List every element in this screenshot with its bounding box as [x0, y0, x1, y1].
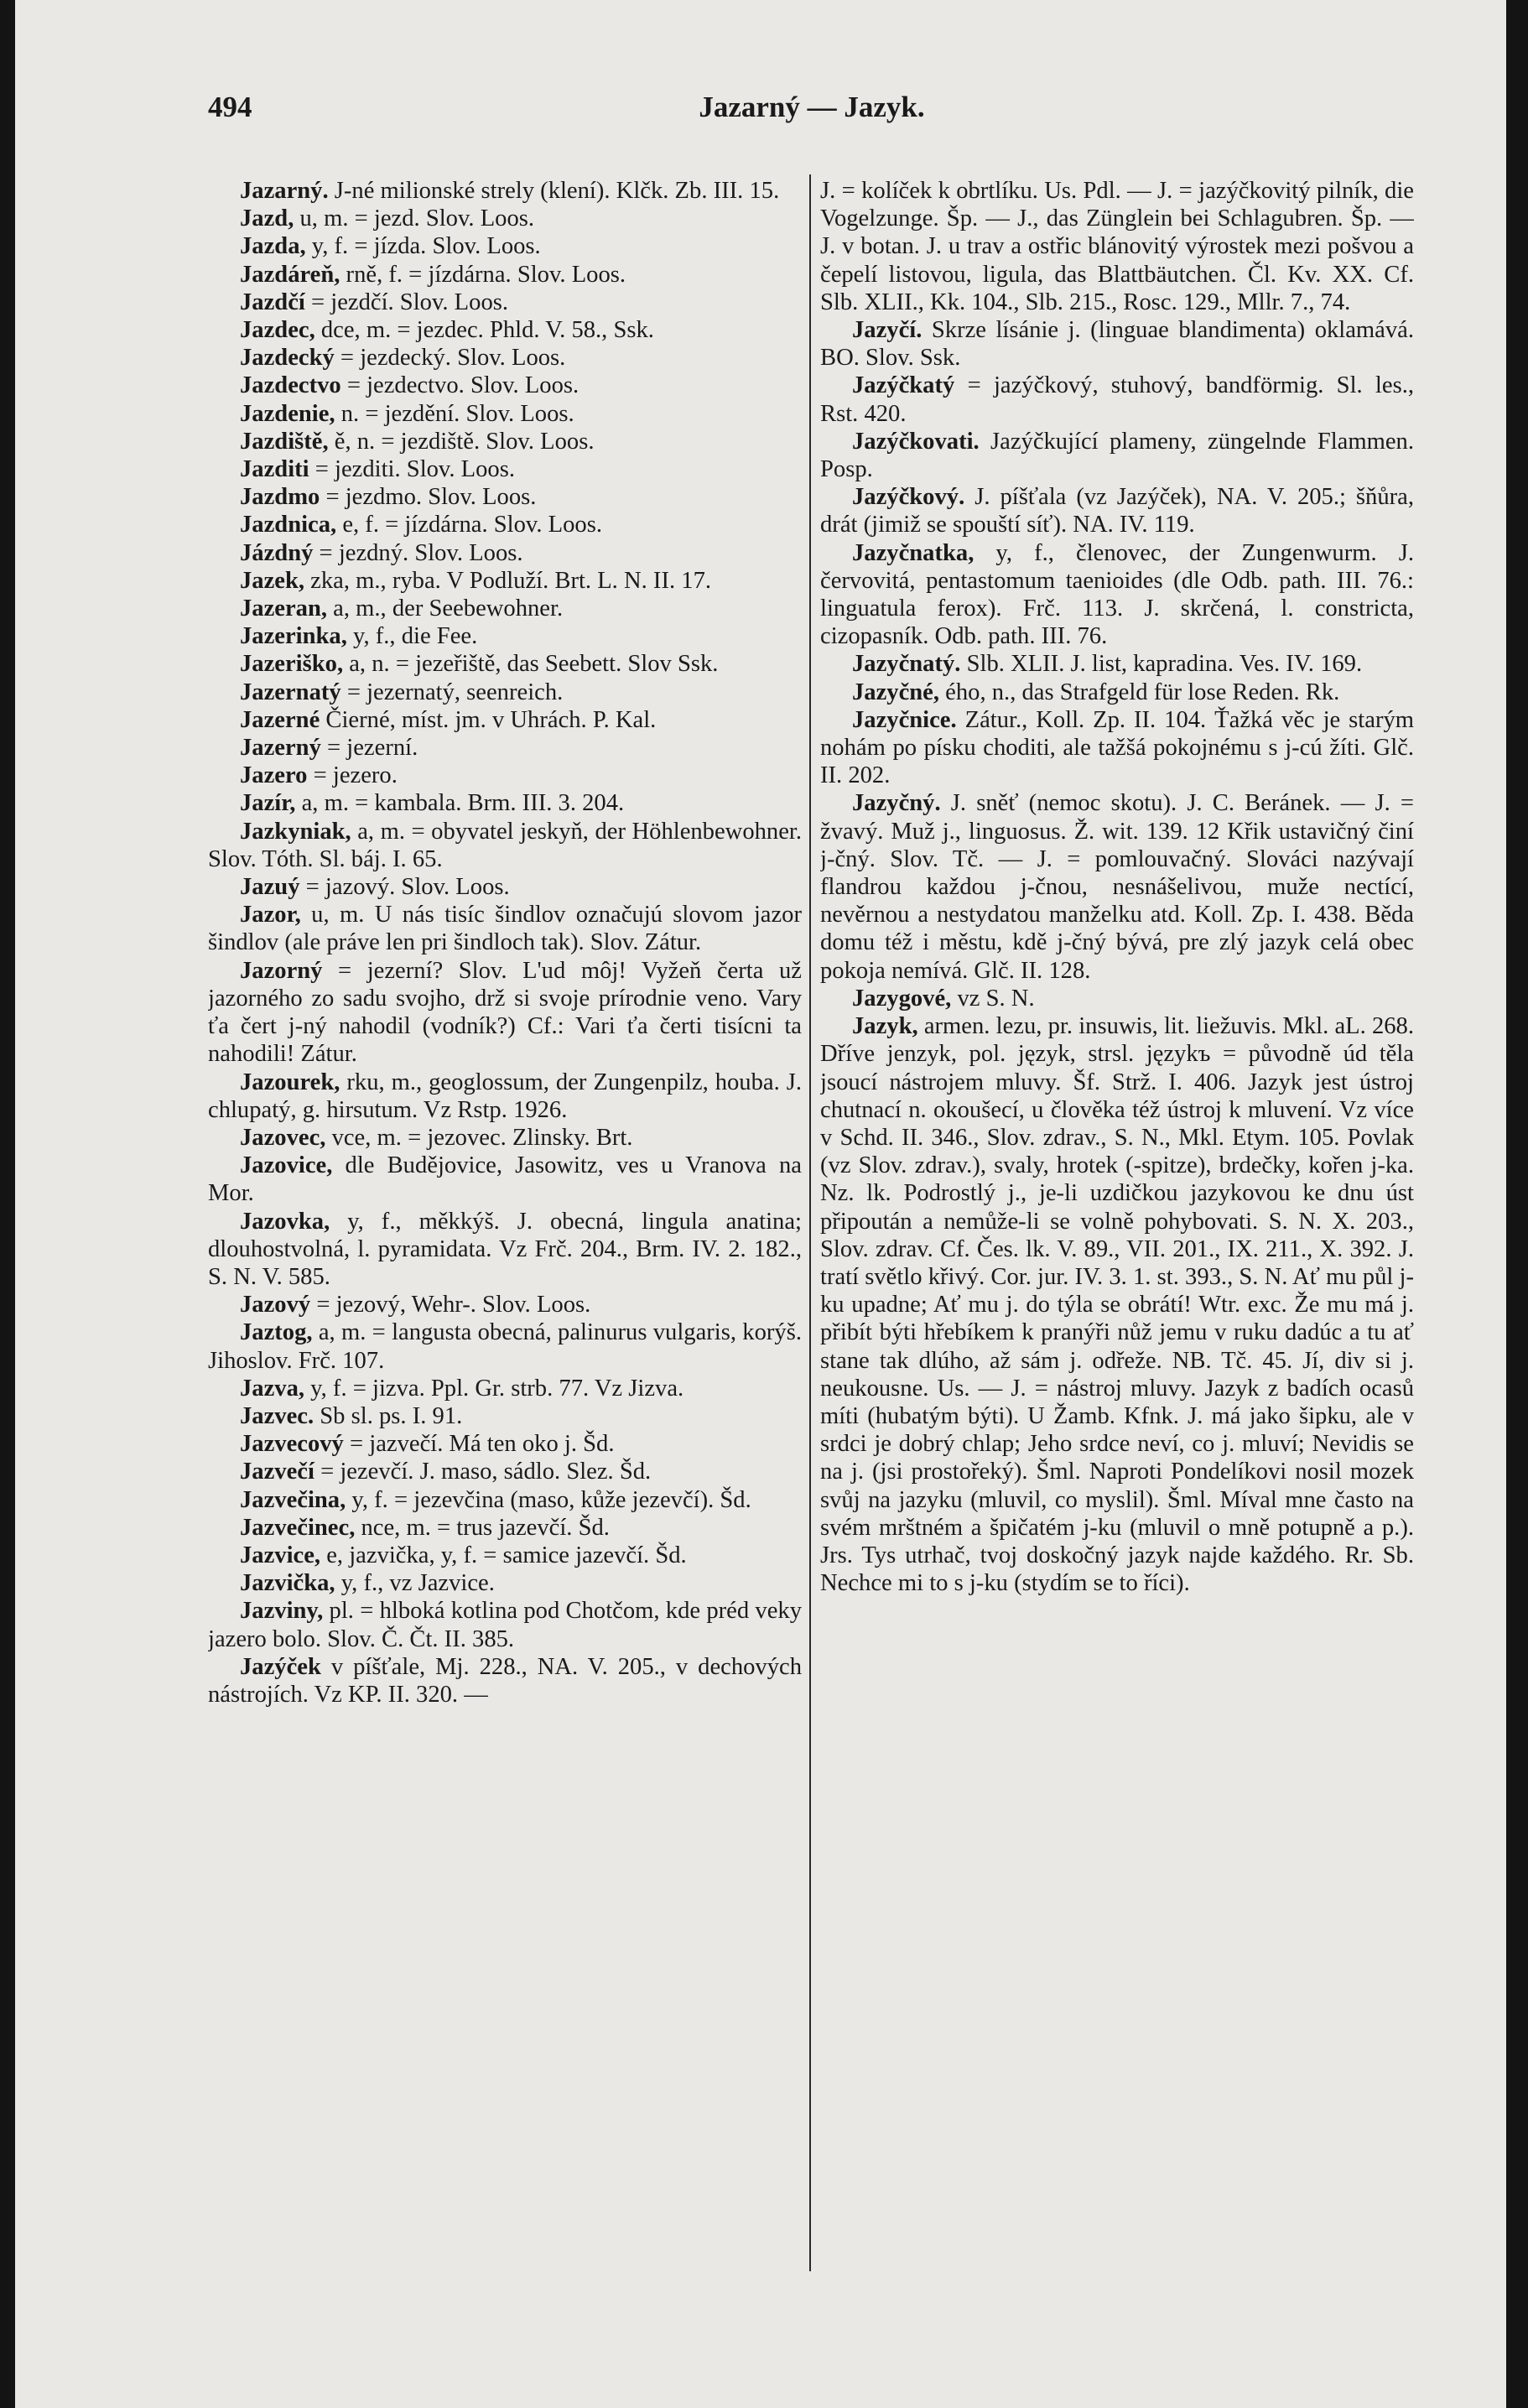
- entry-headword: Jazdecký: [240, 345, 335, 372]
- entry-definition: = jazový. Slov. Loos.: [299, 874, 510, 901]
- entry-headword: Jazýčkatý: [852, 372, 955, 399]
- entry-definition: Slb. XLII. J. list, kapradina. Ves. IV. 169.: [960, 651, 1363, 678]
- dictionary-entry: [820, 1012, 1414, 1597]
- dictionary-entry: [208, 706, 802, 734]
- dictionary-entry: [208, 622, 802, 650]
- entry-headword: Jazový: [240, 1292, 311, 1318]
- entry-headword: Jazyk,: [852, 1013, 918, 1040]
- entry-headword: Jazdčí: [240, 289, 305, 315]
- entry-headword: Jazda,: [240, 233, 306, 260]
- dictionary-entry: [208, 1291, 802, 1318]
- dictionary-entry: [208, 1124, 802, 1152]
- entry-definition: = jazýčkový, stuhový, bandförmig. Sl. les., Rst. 420.: [820, 372, 1414, 427]
- dictionary-entry: [208, 539, 802, 567]
- entry-definition: = jezerní.: [320, 735, 418, 762]
- dictionary-entry: [820, 539, 1414, 651]
- entry-definition: Zátur., Koll. Zp. II. 104. Ťažká věc je starým nohám po písku choditi, ale tažšá pokojnému s j-cú žíti. Glč. II. 202.: [820, 706, 1414, 789]
- entry-definition: y, f. = jizva. Ppl. Gr. strb. 77. Vz Jizva.: [304, 1375, 684, 1402]
- entry-definition: = jezevčí. J. maso, sádlo. Slez. Šd.: [314, 1459, 652, 1485]
- entry-definition: vz S. N.: [951, 985, 1035, 1012]
- entry-headword: Jazygové,: [852, 985, 952, 1012]
- column-divider: [809, 174, 811, 2271]
- dictionary-entry: [208, 1569, 802, 1597]
- entry-definition: J. sněť (nemoc skotu). J. C. Beránek. — J. = žvavý. Muž j., linguosus. Ž. wit. 139. 12 Křik ustavičný činí j-čný. Slov. Tč. — J. = pomlouvačný. Slováci nazývají flandrou každou j-čnou, nesnášelivou, muže nectící, nevěrnou a nestydatou manželku atd. Koll. Zp. I. 438. Běda domu též i městu, kdě j-čný bývá, pre zlý jazyk celá obec pokoja nemívá. Glč. II. 128.: [820, 790, 1414, 984]
- dictionary-entry: [208, 789, 802, 817]
- dictionary-entry: [820, 483, 1414, 538]
- dictionary-entry: [820, 679, 1414, 706]
- entry-headword: Jazdmo: [240, 484, 320, 511]
- entry-definition: = jezový, Wehr-. Slov. Loos.: [310, 1292, 591, 1318]
- entry-headword: Jazyčný.: [852, 790, 941, 817]
- dictionary-entry: [820, 650, 1414, 678]
- page-header: [208, 91, 1416, 133]
- entry-definition: Čierné, míst. jm. v Uhrách. P. Kal.: [320, 706, 657, 733]
- entry-definition: a, n. = jezeřiště, das Seebett. Slov Ssk.: [343, 651, 719, 678]
- entry-headword: Jazovec,: [240, 1124, 326, 1151]
- entry-headword: Jázdný: [240, 539, 314, 566]
- entry-headword: Jazviny,: [240, 1598, 324, 1625]
- entry-headword: Jazvička,: [240, 1570, 335, 1597]
- entry-definition: Jazýčkující plameny, züngelnde Flammen. Posp.: [820, 428, 1414, 483]
- dictionary-entry: [208, 1542, 802, 1569]
- entry-definition: J. píšťala (vz Jazýček), NA. V. 205.; šňůra, drát (jimiž se spouští síť). NA. IV. 119.: [820, 484, 1414, 538]
- entry-definition: rku, m., geoglossum, der Zungenpilz, houba. J. chlupatý, g. hirsutum. Vz Rstp. 1926.: [208, 1069, 802, 1123]
- entry-headword: Jazyčí.: [852, 317, 923, 344]
- entry-headword: Jaztog,: [240, 1319, 313, 1346]
- dictionary-entry: [208, 205, 802, 232]
- entry-definition: = jezerní? Slov. L'ud môj! Vyžeň čerta už jazorného zo sadu svojho, drž si svoje prírodnie veno. Vary ťa čert j-ný nahodil (vodník?) Cf.: Vari ťa čerti tisícni ta nahodili! Zátur.: [208, 957, 802, 1068]
- entry-definition: = jezero.: [307, 762, 398, 789]
- entry-headword: Jazovice,: [240, 1152, 333, 1179]
- left-column: [208, 177, 802, 2274]
- entry-definition: J. = kolíček k obrtlíku. Us. Pdl. — J. = jazýčkovitý pilník, die Vogelzunge. Šp. — J., das Zünglein bei Schlagubren. Šp. — J. v botan. J. u trav a ostřic blánovitý výrostek mezi pošvou a čepelí listovou, ligula, das Blattbäutchen. Čl. Kv. XX. Cf. Slb. XLII., Kk. 104., Slb. 215., Rosc. 129., Mllr. 7., 74.: [820, 178, 1414, 315]
- dictionary-entry: [208, 1597, 802, 1652]
- dictionary-entry: [208, 762, 802, 789]
- dictionary-entry: [208, 428, 802, 455]
- dictionary-entry: [208, 372, 802, 399]
- scan-edge-left: [0, 0, 15, 2408]
- entry-definition: Skrze lísánie j. (linguae blandimenta) oklamává. BO. Slov. Ssk.: [820, 317, 1414, 372]
- entry-headword: Jazeriško,: [240, 651, 344, 678]
- entry-headword: Jazd,: [240, 205, 294, 232]
- dictionary-entry: [208, 818, 802, 873]
- entry-headword: Jazvečinec,: [240, 1514, 356, 1541]
- entry-definition: e, jazvička, y, f. = samice jazevčí. Šd.: [320, 1542, 687, 1568]
- entry-definition: ě, n. = jezdiště. Slov. Loos.: [328, 428, 595, 455]
- dictionary-entry: [208, 957, 802, 1069]
- entry-definition: zka, m., ryba. V Podluží. Brt. L. N. II. 17.: [304, 567, 712, 594]
- entry-definition: Sb sl. ps. I. 91.: [314, 1402, 463, 1429]
- entry-headword: Jazvečina,: [240, 1486, 346, 1513]
- entry-definition: ého, n., das Strafgeld für lose Reden. Rk.: [939, 679, 1340, 705]
- dictionary-entry: [820, 316, 1414, 372]
- entry-definition: = jezditi. Slov. Loos.: [309, 456, 516, 483]
- dictionary-entry: [208, 1430, 802, 1458]
- dictionary-entry: [208, 177, 802, 205]
- entry-headword: Jazourek,: [240, 1069, 340, 1095]
- entry-definition: u, m. = jezd. Slov. Loos.: [294, 205, 535, 232]
- entry-definition: dle Budějovice, Jasowitz, ves u Vranova na Mor.: [208, 1152, 802, 1207]
- entry-definition: armen. lezu, pr. insuwis, lit. liežuvis. Mkl. aL. 268. Dříve jenzyk, pol. język, strsl. językъ = původně úd těla jsoucí nástrojem mluvy. Šf. Strž. I. 406. Jazyk jest ústroj chutnací n. okoušecí, u člověka též ústroj k mluvení. Vz více v Schd. II. 346., Slov. zdrav., S. N., Mkl. Etym. 105. Povlak (vz Slov. zdrav.), svaly, hrotek (-spitze), brdečky, kořen j-ka. Nz. lk. Podrostlý j., je-li uzdičkou jazykovou ke dnu úst připoután a nemůže-li se volně pohybovati. S. N. X. 203., Slov. zdrav. Cf. Čes. lk. V. 89., VII. 201., IX. 211., X. 392. J. tratí světlo křivý. Cor. jur. IV. 3. 1. st. 393., S. N. Ať mu půl j-ku upadne; Ať mu j. do týla se obrátí! Wtr. exc. Že mu má j. přibít býti hřebíkem k pranýři nůž jemu v ruku dadúc a tu ať stane tak dlúho, až sám j. odřeže. NB. Tč. 45. Jí, div si j. neukousne. Us. — J. = nástroj mluvy. Jazyk z badích ocasů míti (hubatým býti). U Žamb. Kfnk. J. má jako šipku, ale v srdci je dobrý chlap; Jeho srdce neví, co j. mluví; Nevidis se na j. (jsi prostořeký). Šml. Naproti Pondelíkovi nosil mozek svůj na jazyku (mluvil, co myslil). Šml. Míval mne často na svém mrštném a špičatém j-ku (mluvil o mně potupně a p.). Jrs. Tys utrhač, tvoj doskočný jazyk najde každého. Rr. Sb. Nechce mi to s j-ku (stydím se to říci).: [820, 1013, 1414, 1597]
- dictionary-entry: [820, 372, 1414, 427]
- entry-definition: vce, m. = jezovec. Zlinsky. Brt.: [325, 1124, 633, 1151]
- dictionary-entry: [208, 289, 802, 316]
- entry-definition: a, m. = kambala. Brm. III. 3. 204.: [295, 790, 625, 817]
- entry-headword: Jazernatý: [240, 679, 341, 705]
- entry-headword: Jazerinka,: [240, 623, 347, 650]
- entry-headword: Jazkyniak,: [240, 818, 351, 845]
- page-number: 494: [208, 91, 252, 123]
- entry-definition: dce, m. = jezdec. Phld. V. 58., Ssk.: [314, 317, 654, 344]
- entry-headword: Jazýček: [240, 1653, 321, 1680]
- right-column: [820, 177, 1414, 2274]
- entry-definition: a, m. = langusta obecná, palinurus vulgaris, korýš. Jihoslov. Frč. 107.: [208, 1319, 802, 1374]
- dictionary-entry: [208, 511, 802, 538]
- entry-headword: Jazeran,: [240, 595, 328, 622]
- entry-headword: Jazdenie,: [240, 400, 335, 427]
- entry-definition: v píšťale, Mj. 228., NA. V. 205., v dechových nástrojích. Vz KP. II. 320. —: [208, 1653, 802, 1708]
- entry-headword: Jazdáreň,: [240, 261, 340, 288]
- entry-definition: pl. = hlboká kotlina pod Chotčom, kde préd veky jazero bolo. Slov. Č. Čt. II. 385.: [208, 1598, 802, 1652]
- entry-headword: Jazvec.: [240, 1402, 314, 1429]
- entry-headword: Jazyčnatka,: [852, 539, 974, 566]
- dictionary-entry: [208, 567, 802, 595]
- entry-headword: Jazyčnatý.: [852, 651, 961, 678]
- entry-definition: a, m. = obyvatel jeskyň, der Höhlenbewohner. Slov. Tóth. Sl. báj. I. 65.: [208, 818, 802, 872]
- dictionary-entry: [208, 1152, 802, 1207]
- dictionary-entry: [820, 428, 1414, 483]
- dictionary-entry: [208, 1514, 802, 1542]
- dictionary-entry: [208, 232, 802, 260]
- dictionary-entry: [208, 1653, 802, 1708]
- entry-headword: Jazarný.: [240, 178, 329, 204]
- dictionary-entry: [208, 455, 802, 483]
- entry-definition: y, f., vz Jazvice.: [335, 1570, 495, 1597]
- entry-definition: e, f. = jízdárna. Slov. Loos.: [336, 512, 602, 538]
- entry-definition: y, f., měkkýš. J. obecná, lingula anatina; dlouhostvolná, l. pyramidata. Vz Frč. 204., Brm. IV. 2. 182., S. N. V. 585.: [208, 1208, 802, 1290]
- entry-headword: Jazditi: [240, 456, 309, 483]
- entry-headword: Jazvečí: [240, 1459, 314, 1485]
- entry-definition: rně, f. = jízdárna. Slov. Loos.: [340, 261, 626, 288]
- entry-headword: Jazor,: [240, 902, 301, 928]
- entry-definition: = jazvečí. Má ten oko j. Šd.: [343, 1431, 615, 1458]
- entry-definition: a, m., der Seebewohner.: [327, 595, 564, 622]
- entry-definition: = jezernatý, seenreich.: [340, 679, 564, 705]
- dictionary-entry: [208, 1375, 802, 1402]
- entry-headword: Jazýčkovati.: [852, 428, 980, 455]
- entry-headword: Jazvice,: [240, 1542, 321, 1568]
- entry-definition: y, f. = jízda. Slov. Loos.: [305, 233, 541, 260]
- dictionary-entry: [208, 650, 802, 678]
- dictionary-entry: [208, 400, 802, 428]
- dictionary-entry: [208, 873, 802, 901]
- entry-definition: = jezdný. Slov. Loos.: [313, 539, 523, 566]
- dictionary-entry: [208, 261, 802, 289]
- dictionary-entry: [208, 483, 802, 511]
- scan-edge-right: [1506, 0, 1528, 2408]
- dictionary-entry: [208, 1318, 802, 1374]
- entry-headword: Jazuý: [240, 874, 300, 901]
- entry-headword: Jazyčné,: [852, 679, 940, 705]
- entry-headword: Jazerný: [240, 735, 321, 762]
- entry-headword: Jazva,: [240, 1375, 305, 1402]
- entry-definition: = jezdectvo. Slov. Loos.: [340, 372, 579, 399]
- dictionary-entry: [208, 344, 802, 372]
- dictionary-entry: [208, 1486, 802, 1514]
- entry-definition: = jezdecký. Slov. Loos.: [334, 345, 566, 372]
- entry-definition: u, m. U nás tisíc šindlov označujú slovom jazor šindlov (ale práve len pri šindloch tak). Slov. Zátur.: [208, 902, 802, 956]
- dictionary-entry: [208, 316, 802, 344]
- dictionary-entry: [208, 734, 802, 762]
- running-title: Jazarný — Jazyk.: [699, 91, 925, 123]
- dictionary-entry: [820, 985, 1414, 1012]
- entry-headword: Jazdectvo: [240, 372, 341, 399]
- dictionary-entry: [208, 901, 802, 956]
- entry-headword: Jazyčnice.: [852, 706, 957, 733]
- entry-definition: J-né milionské strely (klení). Klčk. Zb. III. 15.: [328, 178, 780, 204]
- dictionary-entry: [208, 1069, 802, 1124]
- entry-definition: = jezdčí. Slov. Loos.: [304, 289, 509, 315]
- entry-headword: Jazýčkový.: [852, 484, 965, 511]
- entry-headword: Jazdnica,: [240, 512, 337, 538]
- entry-headword: Jazorný: [240, 957, 323, 984]
- entry-definition: n. = jezdění. Slov. Loos.: [335, 400, 574, 427]
- entry-definition: = jezdmo. Slov. Loos.: [320, 484, 537, 511]
- entry-headword: Jazvecový: [240, 1431, 344, 1458]
- dictionary-entry: [208, 1402, 802, 1430]
- dictionary-entry: [820, 706, 1414, 790]
- entry-definition: nce, m. = trus jazevčí. Šd.: [355, 1514, 610, 1541]
- entry-definition: y, f., die Fee.: [346, 623, 478, 650]
- entry-headword: Jazdiště,: [240, 428, 329, 455]
- entry-headword: Jazerné: [240, 706, 320, 733]
- dictionary-entry: [208, 679, 802, 706]
- entry-headword: Jazero: [240, 762, 308, 789]
- entry-headword: Jazír,: [240, 790, 296, 817]
- dictionary-entry: [208, 595, 802, 622]
- dictionary-entry: [820, 177, 1414, 316]
- entry-definition: y, f., členovec, der Zungenwurm. J. červovitá, pentastomum taenioides (dle Odb. path. III. 76.: linguatula ferox). Frč. 113. J. skrčená, l. constricta, cizopasník. Odb. path. III. 76.: [820, 539, 1414, 650]
- entry-headword: Jazdec,: [240, 317, 315, 344]
- dictionary-entry: [208, 1458, 802, 1485]
- entry-definition: y, f. = jezevčina (maso, kůže jezevčí). Šd.: [346, 1486, 751, 1513]
- dictionary-entry: [820, 789, 1414, 984]
- dictionary-entry: [208, 1208, 802, 1292]
- entry-headword: Jazovka,: [240, 1208, 330, 1235]
- entry-headword: Jazek,: [240, 567, 305, 594]
